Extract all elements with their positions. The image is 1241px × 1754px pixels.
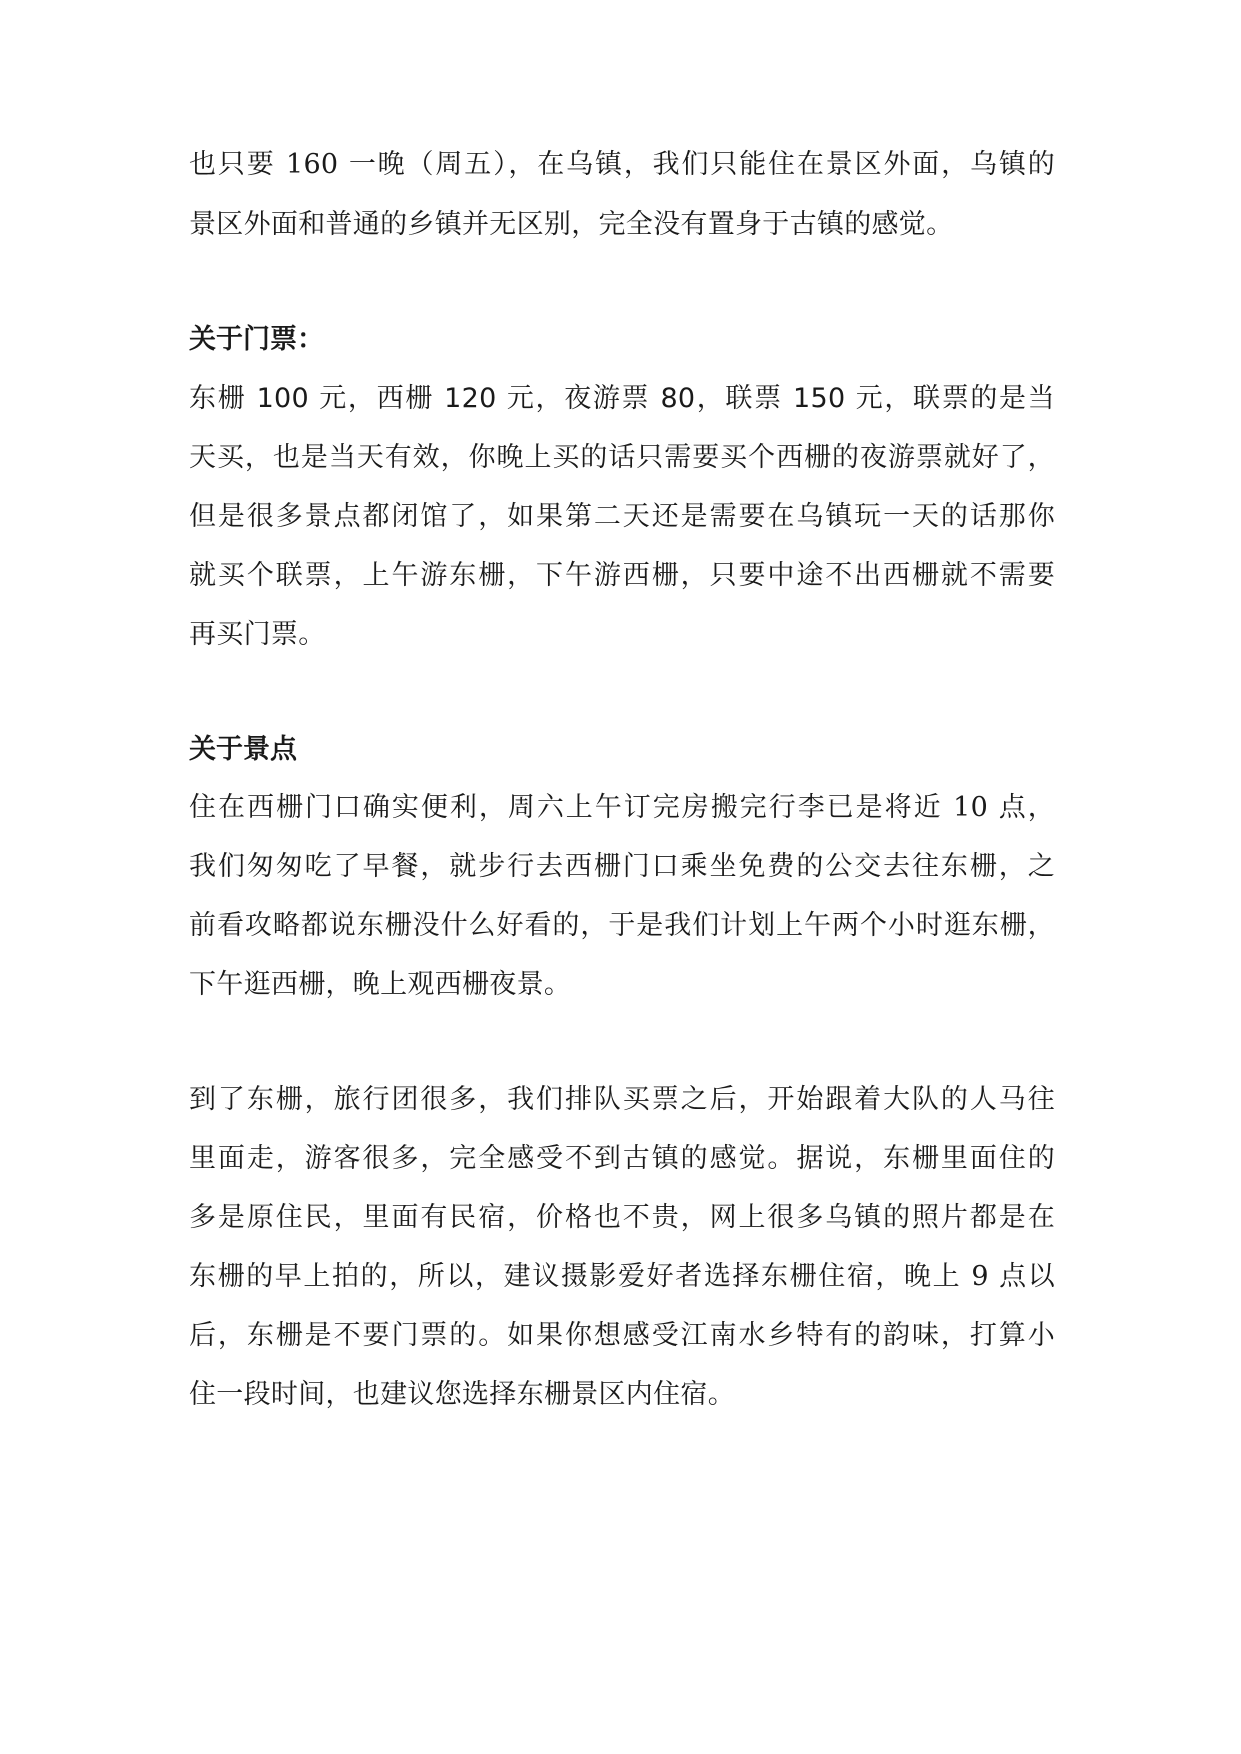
- attractions-p2-line-1: 到了东栅，旅行团很多，我们排队买票之后，开始跟着大队的人马往: [189, 1084, 1055, 1115]
- attractions-p2-line-2: 里面走，游客很多，完全感受不到古镇的感觉。据说，东栅里面住的: [189, 1143, 1055, 1174]
- attractions-p1-line-2: 我们匆匆吃了早餐，就步行去西栅门口乘坐免费的公交去往东栅，之: [189, 851, 1055, 882]
- tickets-line-2: 天买，也是当天有效，你晚上买的话只需要买个西栅的夜游票就好了，: [189, 442, 1055, 473]
- attractions-p1-line-1: 住在西栅门口确实便利，周六上午订完房搬完行李已是将近 10 点，: [189, 792, 1055, 823]
- intro-line-2: 景区外面和普通的乡镇并无区别，完全没有置身于古镇的感觉。: [189, 209, 954, 240]
- attractions-p2-line-3: 多是原住民，里面有民宿，价格也不贵，网上很多乌镇的照片都是在: [189, 1202, 1055, 1233]
- attractions-p1-line-4: 下午逛西栅，晚上观西栅夜景。: [189, 969, 572, 1000]
- tickets-line-4: 就买个联票，上午游东栅，下午游西栅，只要中途不出西栅就不需要: [189, 560, 1055, 591]
- tickets-line-1: 东栅 100 元，西栅 120 元，夜游票 80，联票 150 元，联票的是当: [189, 383, 1055, 414]
- attractions-p1-line-3: 前看攻略都说东栅没什么好看的，于是我们计划上午两个小时逛东栅，: [189, 910, 1055, 941]
- attractions-p2-line-5: 后，东栅是不要门票的。如果你想感受江南水乡特有的韵味，打算小: [189, 1320, 1055, 1351]
- tickets-line-3: 但是很多景点都闭馆了，如果第二天还是需要在乌镇玩一天的话那你: [189, 501, 1055, 532]
- attractions-p2-line-4: 东栅的早上拍的，所以，建议摄影爱好者选择东栅住宿，晚上 9 点以: [189, 1261, 1055, 1292]
- tickets-line-5: 再买门票。: [189, 619, 326, 650]
- attractions-heading: 关于景点: [189, 734, 297, 765]
- intro-line-1: 也只要 160 一晚（周五），在乌镇，我们只能住在景区外面，乌镇的: [189, 149, 1055, 180]
- tickets-heading: 关于门票：: [189, 324, 324, 355]
- attractions-p2-line-6: 住一段时间，也建议您选择东栅景区内住宿。: [189, 1379, 735, 1410]
